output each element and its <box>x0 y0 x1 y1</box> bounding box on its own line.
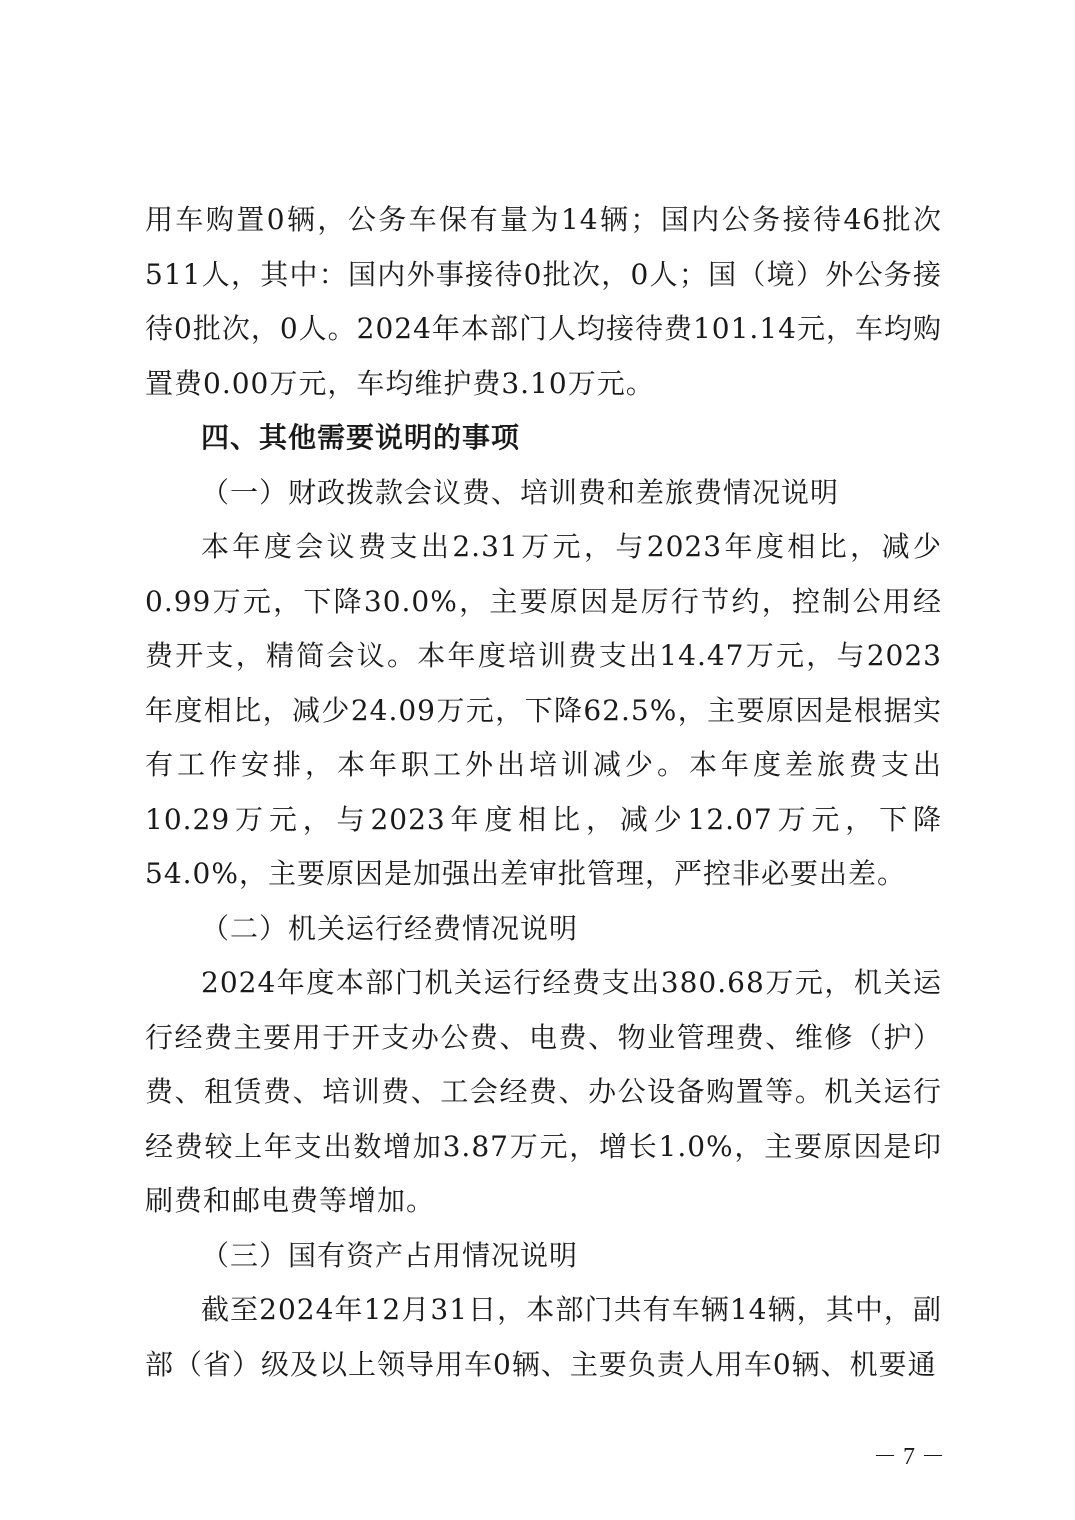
page-number: － 7 － <box>873 1444 945 1470</box>
paragraph-meeting-training-travel: 本年度会议费支出2.31万元，与2023年度相比，减少0.99万元，下降30.0%，主要原因是厉行节约，控制公用经费开支，精简会议。本年度培训费支出14.47万元，与2023年度相比，减少24.09万元，下降62.5%，主要原因是根据实有工作安排，本年职工外出培训减少。本年度差旅费支出10.29万元，与2023年度相比，减少12.07万元，下降54.0%，主要原因是加强出差审批管理，严控非必要出差。 <box>145 530 942 890</box>
sub-heading-operating-expenses: （二）机关运行经费情况说明 <box>201 911 579 945</box>
paragraph-state-assets: 截至2024年12月31日，本部门共有车辆14辆，其中，副部（省）级及以上领导用车0辆、主要负责人用车0辆、机要通 <box>145 1293 942 1381</box>
paragraph-vehicle-reception-continuation: 用车购置0辆，公务车保有量为14辆；国内公务接待46批次511人，其中：国内外事接待0批次，0人；国（境）外公务接待0批次，0人。2024年本部门人均接待费101.14元，车均购置费0.00万元，车均维护费3.10万元。 <box>145 203 942 400</box>
sub-heading-state-assets: （三）国有资产占用情况说明 <box>201 1238 579 1272</box>
sub-heading-meeting-training-travel: （一）财政拨款会议费、培训费和差旅费情况说明 <box>201 475 840 509</box>
section-heading-other-matters: 四、其他需要说明的事项 <box>201 421 521 454</box>
paragraph-operating-expenses: 2024年度本部门机关运行经费支出380.68万元，机关运行经费主要用于开支办公费、电费、物业管理费、维修（护）费、租赁费、培训费、工会经费、办公设备购置等。机关运行经费较上年支出数增加3.87万元，增长1.0%，主要原因是印刷费和邮电费等增加。 <box>145 966 942 1217</box>
document-body <box>145 193 942 1392</box>
